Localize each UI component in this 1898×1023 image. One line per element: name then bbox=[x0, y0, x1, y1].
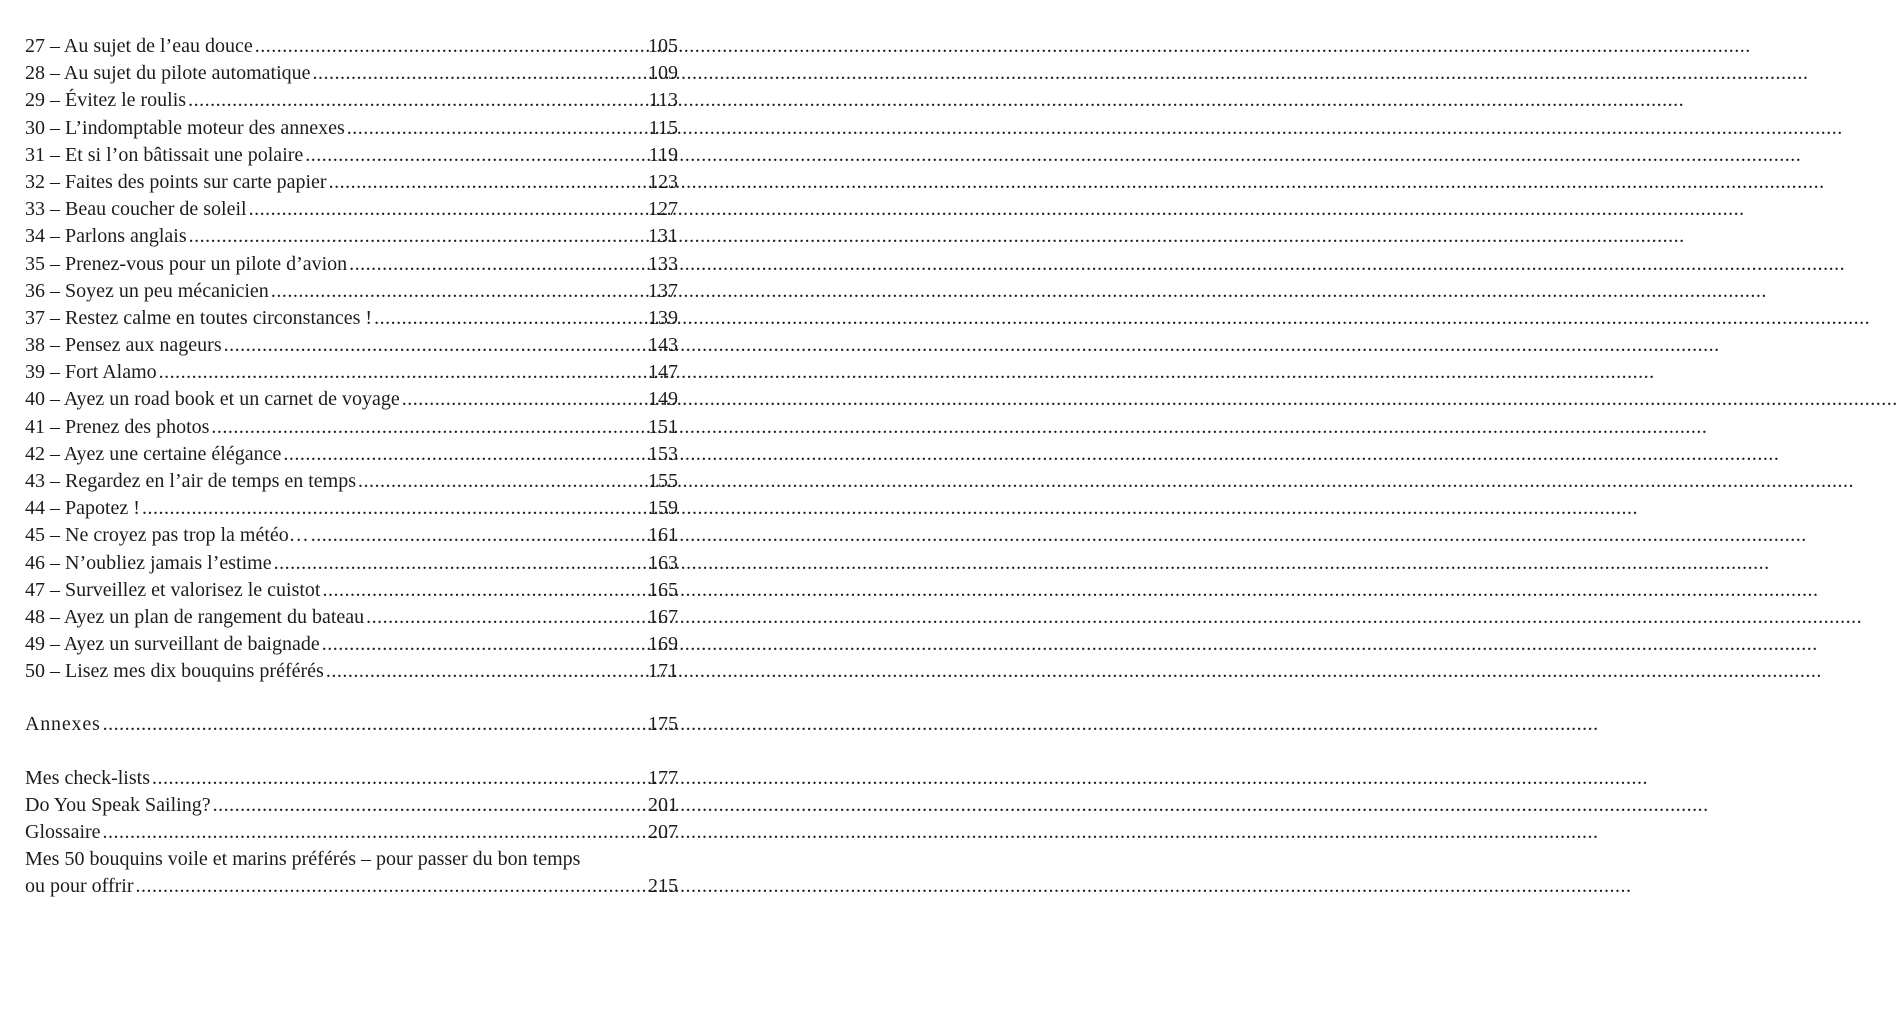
dot-leader bbox=[136, 873, 647, 900]
toc-entry[interactable] bbox=[25, 468, 678, 495]
toc-entry-title: 35 – Prenez-vous pour un pilote d’avion bbox=[25, 252, 348, 275]
toc-entry-title: 32 – Faites des points sur carte papier bbox=[25, 170, 327, 193]
chapter-list bbox=[25, 33, 678, 686]
toc-entry[interactable] bbox=[25, 604, 678, 631]
toc-entry-page: 113 bbox=[648, 89, 678, 112]
dot-leader bbox=[189, 223, 646, 250]
toc-entry-page: 115 bbox=[648, 116, 678, 139]
dot-leader bbox=[305, 142, 646, 169]
toc-entry-page: 123 bbox=[648, 170, 678, 193]
toc-entry-title: 34 – Parlons anglais bbox=[25, 225, 187, 248]
toc-entry[interactable] bbox=[25, 305, 678, 332]
toc-entry[interactable] bbox=[25, 765, 678, 792]
dot-leader bbox=[255, 33, 646, 60]
toc-entry-annexes[interactable] bbox=[25, 711, 678, 738]
toc-entry-page: 207 bbox=[648, 821, 678, 844]
dot-leader bbox=[329, 169, 646, 196]
toc-entry-page: 163 bbox=[648, 551, 678, 574]
dot-leader bbox=[311, 522, 646, 549]
toc-entry-title: 42 – Ayez une certaine élégance bbox=[25, 442, 282, 465]
dot-leader bbox=[213, 792, 646, 819]
toc-entry[interactable] bbox=[25, 414, 678, 441]
toc-entry[interactable] bbox=[25, 386, 678, 413]
toc-entry-title: 38 – Pensez aux nageurs bbox=[25, 334, 222, 357]
toc-entry-title: 31 – Et si l’on bâtissait une polaire bbox=[25, 143, 304, 166]
toc-entry-title: 46 – N’oubliez jamais l’estime bbox=[25, 551, 272, 574]
toc-entry-page: 155 bbox=[648, 470, 678, 492]
toc-entry-page: 119 bbox=[648, 143, 678, 166]
toc-entry[interactable] bbox=[25, 142, 678, 169]
toc-entry-page: 139 bbox=[648, 306, 678, 329]
toc-entry-page: 151 bbox=[648, 415, 678, 438]
toc-entry-page: 167 bbox=[648, 605, 678, 628]
toc-entry-title: 47 – Surveillez et valorisez le cuistot bbox=[25, 578, 321, 601]
toc-entry[interactable] bbox=[25, 169, 678, 196]
toc-entry-title: 29 – Évitez le roulis bbox=[25, 89, 187, 112]
toc-entry-title: 33 – Beau coucher de soleil bbox=[25, 198, 247, 221]
dot-leader bbox=[322, 631, 646, 658]
toc-entry-page: 131 bbox=[648, 225, 678, 248]
toc-entry-page: 133 bbox=[648, 252, 678, 275]
spacer bbox=[25, 686, 678, 711]
toc-entry-page: 215 bbox=[648, 875, 678, 898]
dot-leader bbox=[103, 711, 646, 738]
dot-leader bbox=[322, 577, 646, 604]
toc-entry-page: 137 bbox=[648, 279, 678, 302]
spacer bbox=[25, 738, 678, 765]
toc-entry[interactable] bbox=[25, 792, 678, 819]
toc-entry-title: Do You Speak Sailing? bbox=[25, 793, 211, 816]
toc-entry[interactable] bbox=[25, 658, 678, 685]
toc-entry-title: 49 – Ayez un surveillant de baignade bbox=[25, 633, 320, 656]
toc-entry-favorite-books[interactable] bbox=[25, 846, 678, 900]
toc-entry-title-line2: ou pour offrir bbox=[25, 875, 134, 898]
dot-leader bbox=[326, 658, 646, 685]
toc-entry[interactable] bbox=[25, 332, 678, 359]
toc-entry[interactable] bbox=[25, 251, 678, 278]
toc-entry[interactable] bbox=[25, 196, 678, 223]
toc-entry-title: 43 – Regardez en l’air de temps en temps bbox=[25, 470, 356, 492]
dot-leader bbox=[374, 305, 646, 332]
toc-entry[interactable] bbox=[25, 819, 678, 846]
toc-entry-title: 40 – Ayez un road book et un carnet de voyage bbox=[25, 388, 400, 411]
toc-entry-title: 41 – Prenez des photos bbox=[25, 415, 210, 438]
dot-leader bbox=[347, 115, 647, 142]
toc-entry-page: 143 bbox=[648, 334, 678, 357]
toc-entry-page: 127 bbox=[648, 198, 678, 221]
toc-entry[interactable] bbox=[25, 441, 678, 468]
toc-entry-title: 28 – Au sujet du pilote automatique bbox=[25, 62, 311, 85]
dot-leader bbox=[249, 196, 646, 223]
dot-leader bbox=[103, 819, 646, 846]
toc-entry-title: 39 – Fort Alamo bbox=[25, 361, 157, 384]
appendix-list bbox=[25, 765, 678, 847]
dot-leader bbox=[366, 604, 646, 631]
dot-leader bbox=[349, 251, 646, 278]
dot-leader bbox=[159, 359, 646, 386]
toc-entry-page: 105 bbox=[648, 35, 678, 57]
dot-leader bbox=[313, 60, 646, 87]
dot-leader bbox=[358, 468, 646, 495]
toc-entry-title: Mes check-lists bbox=[25, 766, 150, 789]
toc-entry-title: 50 – Lisez mes dix bouquins préférés bbox=[25, 660, 324, 683]
toc-entry-page: 169 bbox=[648, 633, 678, 656]
toc-entry-line2 bbox=[25, 873, 678, 900]
dot-leader bbox=[271, 278, 646, 305]
toc-entry[interactable] bbox=[25, 495, 678, 522]
toc-entry-title: 30 – L’indomptable moteur des annexes bbox=[25, 116, 345, 139]
toc-entry-title: 36 – Soyez un peu mécanicien bbox=[25, 279, 269, 302]
dot-leader bbox=[152, 765, 646, 792]
dot-leader bbox=[211, 414, 646, 441]
toc-entry-page: 171 bbox=[648, 660, 678, 683]
toc-entry-page: 175 bbox=[648, 712, 678, 735]
toc-entry-page: 153 bbox=[648, 442, 678, 465]
toc-entry-title: 37 – Restez calme en toutes circonstances ! bbox=[25, 306, 373, 329]
toc-entry-title: 44 – Papotez ! bbox=[25, 497, 140, 520]
toc-entry[interactable] bbox=[25, 577, 678, 604]
toc-entry[interactable] bbox=[25, 631, 678, 658]
table-of-contents bbox=[25, 33, 678, 901]
dot-leader bbox=[283, 441, 646, 468]
dot-leader bbox=[142, 495, 646, 522]
toc-entry[interactable] bbox=[25, 33, 678, 60]
toc-entry-page: 201 bbox=[648, 793, 678, 816]
toc-entry-title: Annexes bbox=[25, 712, 101, 735]
toc-entry[interactable] bbox=[25, 223, 678, 250]
toc-entry[interactable] bbox=[25, 115, 678, 142]
toc-entry[interactable] bbox=[25, 60, 678, 87]
toc-entry-page: 159 bbox=[648, 497, 678, 520]
toc-entry-title-line1: Mes 50 bouquins voile et marins préférés – pour passer du bon temps bbox=[25, 848, 581, 871]
toc-entry[interactable] bbox=[25, 359, 678, 386]
toc-entry[interactable] bbox=[25, 87, 678, 114]
toc-entry[interactable] bbox=[25, 278, 678, 305]
toc-entry-page: 177 bbox=[648, 766, 678, 789]
toc-entry-title: 45 – Ne croyez pas trop la météo… bbox=[25, 524, 309, 547]
toc-entry-page: 109 bbox=[648, 62, 678, 85]
toc-entry-title: Glossaire bbox=[25, 821, 101, 844]
toc-entry[interactable] bbox=[25, 522, 678, 549]
toc-entry-title: 27 – Au sujet de l’eau douce bbox=[25, 35, 253, 57]
dot-leader bbox=[224, 332, 646, 359]
dot-leader bbox=[274, 550, 646, 577]
toc-entry-title: 48 – Ayez un plan de rangement du bateau bbox=[25, 605, 365, 628]
toc-entry-page: 149 bbox=[648, 388, 678, 411]
toc-entry-page: 165 bbox=[648, 578, 678, 601]
dot-leader bbox=[188, 87, 647, 114]
toc-entry-page: 161 bbox=[648, 524, 678, 547]
toc-entry-page: 147 bbox=[648, 361, 678, 384]
dot-leader bbox=[402, 386, 646, 413]
toc-entry[interactable] bbox=[25, 550, 678, 577]
